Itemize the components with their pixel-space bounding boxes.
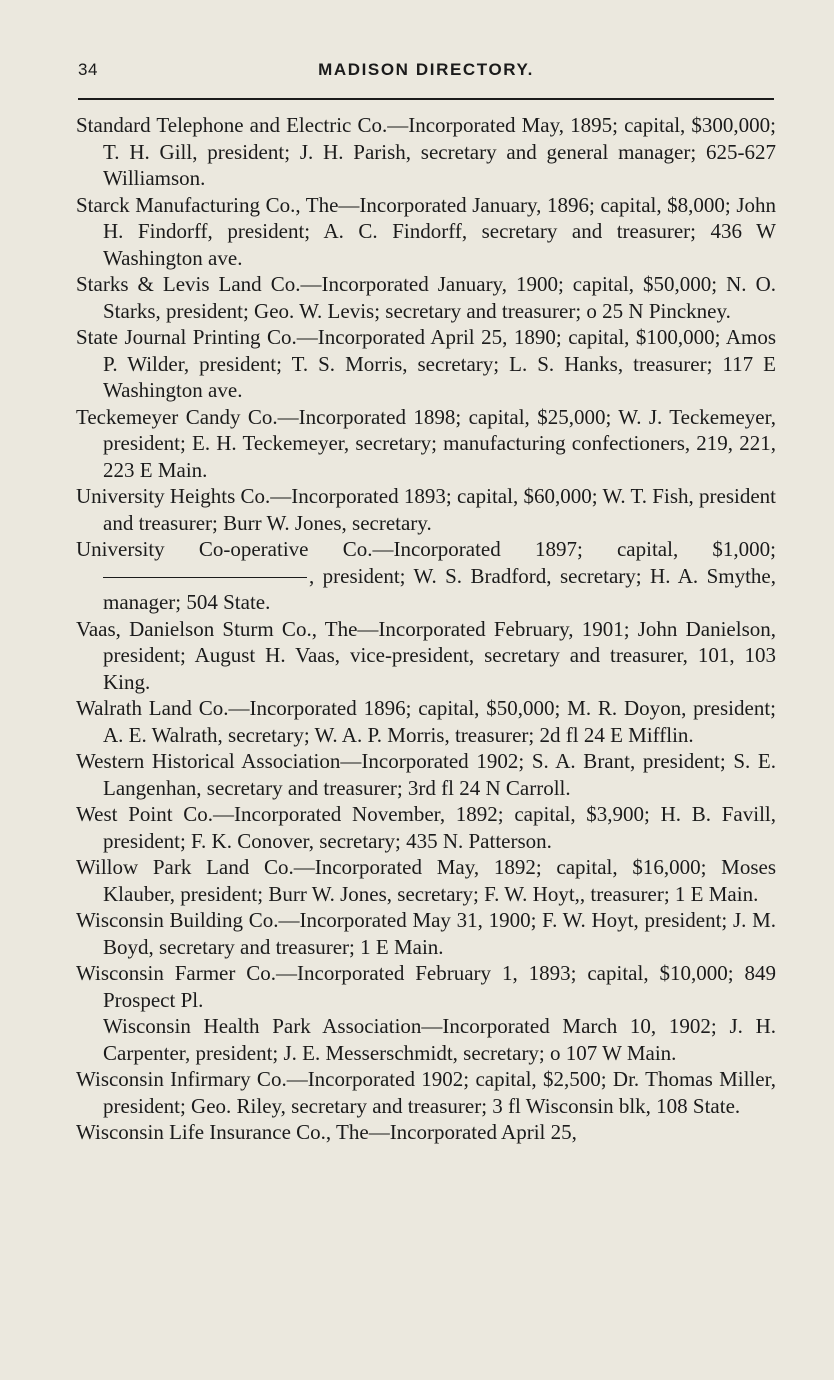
directory-entry: West Point Co.—Incorporated November, 1892; capital, $3,900; H. B. Favill, president; F. K. Conover, secretary; 435 N. Patterson. bbox=[76, 802, 776, 853]
directory-entry: Vaas, Danielson Sturm Co., The—Incorporated February, 1901; John Danielson, president; August H. Vaas, vice-president, secretary and treasurer, 101, 103 King. bbox=[76, 616, 776, 694]
page-number: 34 bbox=[78, 60, 98, 79]
running-title: MADISON DIRECTORY. bbox=[318, 60, 534, 79]
header-rule bbox=[78, 98, 774, 100]
directory-entry: Wisconsin Farmer Co.—Incorporated February 1, 1893; capital, $10,000; 849 Prospect Pl. bbox=[76, 961, 776, 1012]
page-header bbox=[78, 60, 774, 86]
directory-entry: Wisconsin Building Co.—Incorporated May 31, 1900; F. W. Hoyt, president; J. M. Boyd, secretary and treasurer; 1 E Main. bbox=[76, 908, 776, 959]
directory-entry: Wisconsin Life Insurance Co., The—Incorporated April 25, bbox=[76, 1120, 577, 1144]
blank-name-line bbox=[103, 577, 307, 578]
directory-entry: Teckemeyer Candy Co.—Incorporated 1898; capital, $25,000; W. J. Teckemeyer, president; E. H. Teckemeyer, secretary; manufacturing confectioners, 219, 221, 223 E Main. bbox=[76, 404, 776, 482]
directory-entry: Standard Telephone and Electric Co.—Incorporated May, 1895; capital, $300,000; T. H. Gill, president; J. H. Parish, secretary and general manager; 625-627 Williamson. bbox=[76, 113, 776, 190]
directory-entry: University Heights Co.—Incorporated 1893; capital, $60,000; W. T. Fish, president and treasurer; Burr W. Jones, secretary. bbox=[76, 484, 776, 535]
directory-entry: Starck Manufacturing Co., The—Incorporated January, 1896; capital, $8,000; John H. Findorff, president; A. C. Findorff, secretary and treasurer; 436 W Washington ave. bbox=[76, 192, 776, 270]
directory-entry: Western Historical Association—Incorporated 1902; S. A. Brant, president; S. E. Langenhan, secretary and treasurer; 3rd fl 24 N Carroll. bbox=[76, 749, 776, 800]
directory-entry: Wisconsin Health Park Association—Incorporated March 10, 1902; J. H. Carpenter, president; J. E. Messerschmidt, secretary; o 107 W Main. bbox=[103, 1014, 776, 1065]
directory-entry: Starks & Levis Land Co.—Incorporated January, 1900; capital, $50,000; N. O. Starks, president; Geo. W. Levis; secretary and treasurer; o 25 N Pinckney. bbox=[76, 272, 776, 323]
directory-entry: Wisconsin Infirmary Co.—Incorporated 1902; capital, $2,500; Dr. Thomas Miller, president; Geo. Riley, secretary and treasurer; 3 fl Wisconsin blk, 108 State. bbox=[76, 1067, 776, 1118]
directory-entry: Willow Park Land Co.—Incorporated May, 1892; capital, $16,000; Moses Klauber, president; Burr W. Jones, secretary; F. W. Hoyt,, treasurer; 1 E Main. bbox=[76, 855, 776, 906]
entry-text-part: University Co-operative Co.—Incorporated 1897; capital, $1,000; bbox=[76, 537, 776, 561]
directory-entry: State Journal Printing Co.—Incorporated April 25, 1890; capital, $100,000; Amos P. Wilder, president; T. S. Morris, secretary; L. S. Hanks, treasurer; 117 E Washington ave. bbox=[76, 325, 776, 402]
directory-entry bbox=[76, 536, 776, 616]
directory-entries bbox=[76, 112, 776, 1146]
directory-entry: Walrath Land Co.—Incorporated 1896; capital, $50,000; M. R. Doyon, president; A. E. Walrath, secretary; W. A. P. Morris, treasurer; 2d fl 24 E Mifflin. bbox=[76, 696, 776, 747]
entry-text-part: , president; W. S. Bradford, secretary; H. A. Smythe, manager; 504 State. bbox=[103, 563, 776, 614]
